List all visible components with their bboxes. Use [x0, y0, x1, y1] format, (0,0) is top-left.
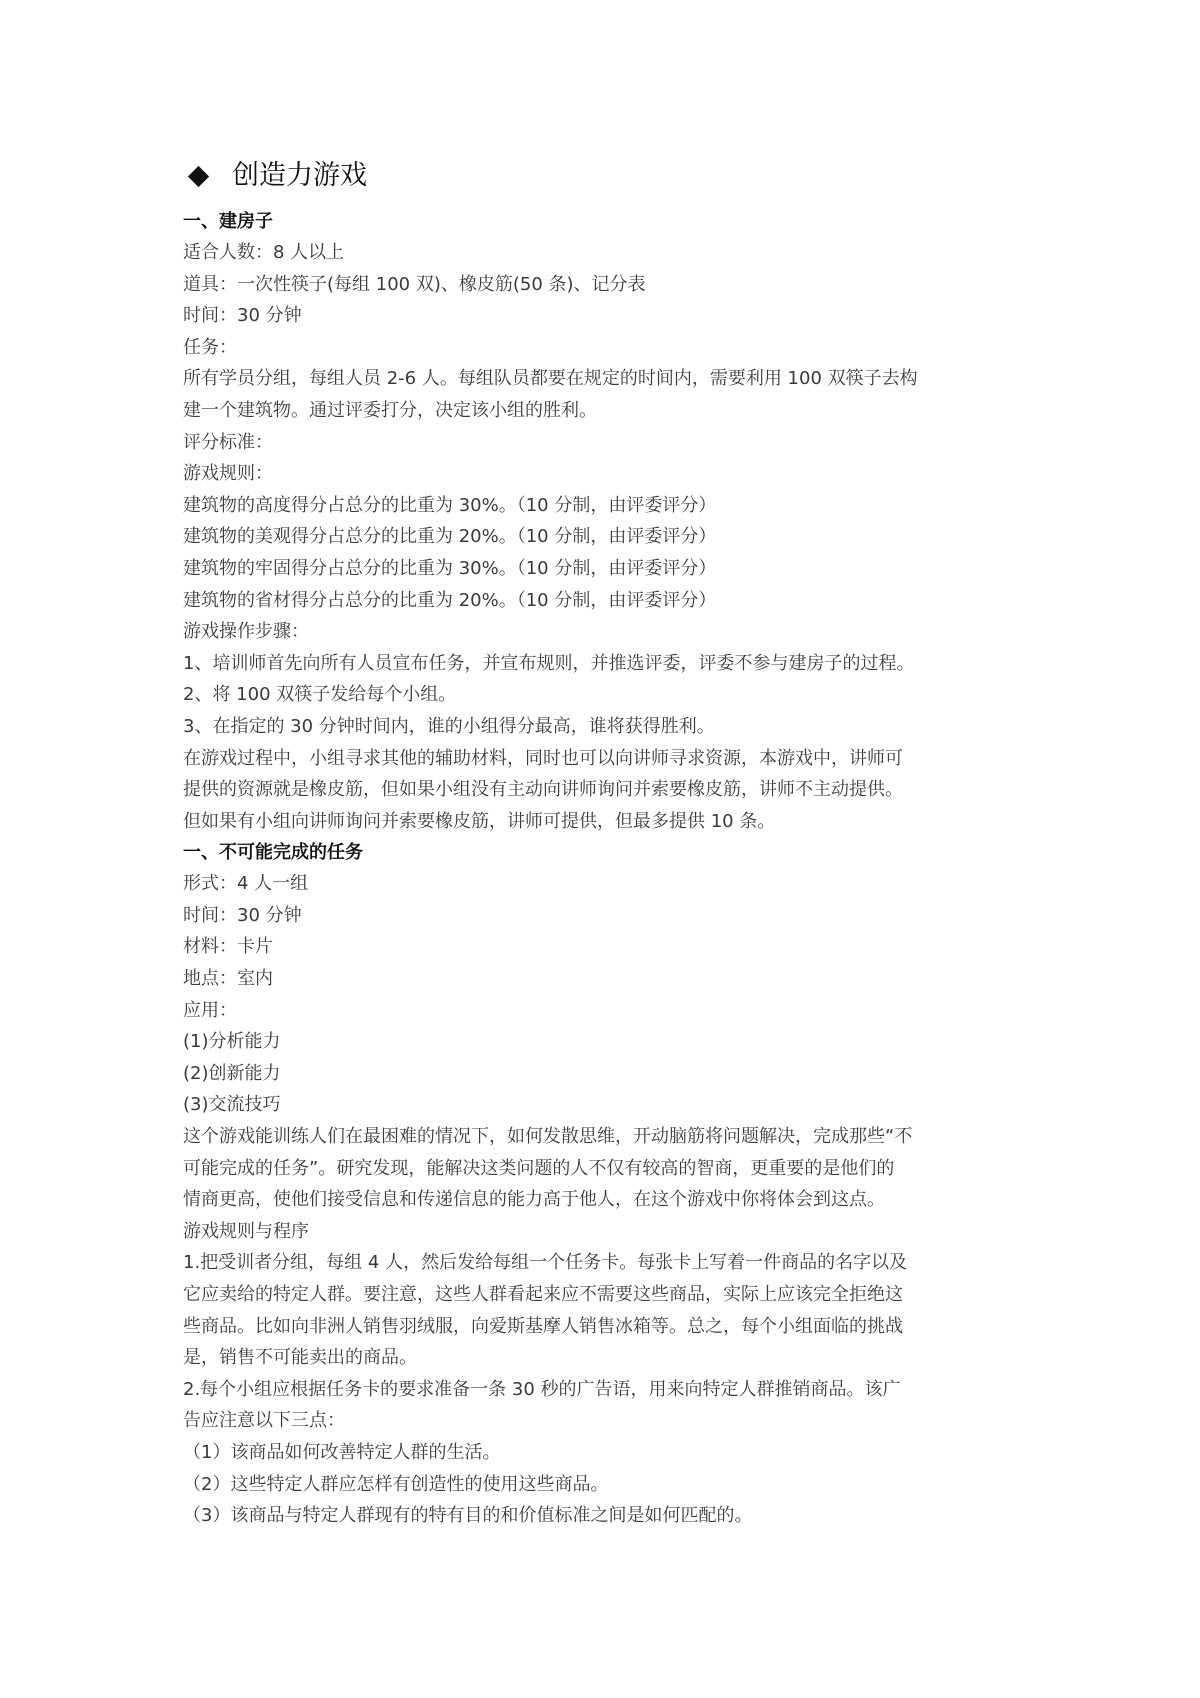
section-2-line: 形式：4 人一组 — [183, 873, 309, 895]
section-1-line: 建一个建筑物。通过评委打分，决定该小组的胜利。 — [183, 399, 597, 421]
section-2-body — [183, 868, 1033, 1531]
page-title-text: 创造力游戏 — [232, 160, 367, 191]
section-1-line: 所有学员分组，每组人员 2-6 人。每组队员都要在规定的时间内，需要利用 100 双筷子去构 — [183, 368, 918, 390]
section-1-line: 评分标准： — [183, 431, 273, 453]
section-1-heading: 一、建房子 — [183, 211, 273, 232]
diamond-bullet-icon — [188, 165, 209, 186]
page-title — [185, 156, 1033, 196]
section-2-line: 时间：30 分钟 — [183, 904, 302, 926]
section-1-line: 1、培训师首先向所有人员宣布任务，并宣布规则，并推选评委，评委不参与建房子的过程。 — [183, 652, 915, 674]
section-1-body — [183, 237, 1033, 837]
section-1-line: 3、在指定的 30 分钟时间内，谁的小组得分最高，谁将获得胜利。 — [183, 715, 715, 737]
section-2-line: （1）该商品如何改善特定人群的生活。 — [183, 1441, 501, 1463]
document-content — [183, 156, 1033, 1532]
section-2-heading: 一、不可能完成的任务 — [183, 842, 363, 864]
section-2-line: 应用： — [183, 999, 237, 1021]
section-1-line: 建筑物的高度得分占总分的比重为 30%。（10 分制，由评委评分） — [183, 494, 717, 516]
section-1-line: 游戏操作步骤： — [183, 621, 309, 643]
section-2-line: 地点：室内 — [183, 968, 273, 990]
section-1-line: 建筑物的美观得分占总分的比重为 20%。（10 分制，由评委评分） — [183, 526, 717, 548]
section-2-line: 1.把受训者分组，每组 4 人，然后发给每组一个任务卡。每张卡上写着一件商品的名字以及 — [183, 1252, 908, 1274]
section-2-line: 告应注意以下三点： — [183, 1410, 345, 1432]
section-1-line: 道具：一次性筷子(每组 100 双)、橡皮筋(50 条)、记分表 — [183, 273, 646, 295]
section-1-line: 时间：30 分钟 — [183, 305, 302, 327]
section-2-line: 这个游戏能训练人们在最困难的情况下，如何发散思维，开动脑筋将问题解决，完成那些“不 — [183, 1126, 913, 1148]
section-1-line: 建筑物的牢固得分占总分的比重为 30%。（10 分制，由评委评分） — [183, 557, 717, 579]
section-2-line: (2)创新能力 — [183, 1062, 281, 1084]
section-2-line: (3)交流技巧 — [183, 1094, 281, 1116]
section-2-line: 游戏规则与程序 — [183, 1220, 309, 1242]
section-2-line: 材料：卡片 — [183, 936, 273, 958]
section-2-line: 情商更高，使他们接受信息和传递信息的能力高于他人，在这个游戏中你将体会到这点。 — [183, 1189, 885, 1211]
section-1-line: 提供的资源就是橡皮筋，但如果小组没有主动向讲师询问并索要橡皮筋，讲师不主动提供。 — [183, 779, 903, 801]
section-1-line: 2、将 100 双筷子发给每个小组。 — [183, 684, 457, 706]
section-1-line: 任务： — [183, 336, 237, 358]
section-2-line: （2）这些特定人群应怎样有创造性的使用这些商品。 — [183, 1473, 609, 1495]
section-1-line: 游戏规则： — [183, 463, 273, 485]
section-2-line: 它应卖给的特定人群。要注意，这些人群看起来应不需要这些商品，实际上应该完全拒绝这 — [183, 1284, 903, 1305]
section-1-line: 建筑物的省材得分占总分的比重为 20%。（10 分制，由评委评分） — [183, 589, 717, 611]
section-2-line: 是，销售不可能卖出的商品。 — [183, 1347, 417, 1369]
section-2-line: (1)分析能力 — [183, 1031, 281, 1053]
section-2-line: 可能完成的任务”。研究发现，能解决这类问题的人不仅有较高的智商，更重要的是他们的 — [183, 1157, 895, 1179]
section-2-line: 2.每个小组应根据任务卡的要求准备一条 30 秒的广告语，用来向特定人群推销商品。该广 — [183, 1378, 901, 1400]
section-1-line: 适合人数：8 人以上 — [183, 242, 345, 263]
section-1-line: 但如果有小组向讲师询问并索要橡皮筋，讲师可提供，但最多提供 10 条。 — [183, 810, 776, 832]
section-2-line: 些商品。比如向非洲人销售羽绒服，向爱斯基摩人销售冰箱等。总之，每个小组面临的挑战 — [183, 1315, 903, 1337]
section-1-line: 在游戏过程中，小组寻求其他的辅助材料，同时也可以向讲师寻求资源，本游戏中，讲师可 — [183, 747, 903, 769]
section-2-line: （3）该商品与特定人群现有的特有目的和价值标准之间是如何匹配的。 — [183, 1505, 753, 1527]
